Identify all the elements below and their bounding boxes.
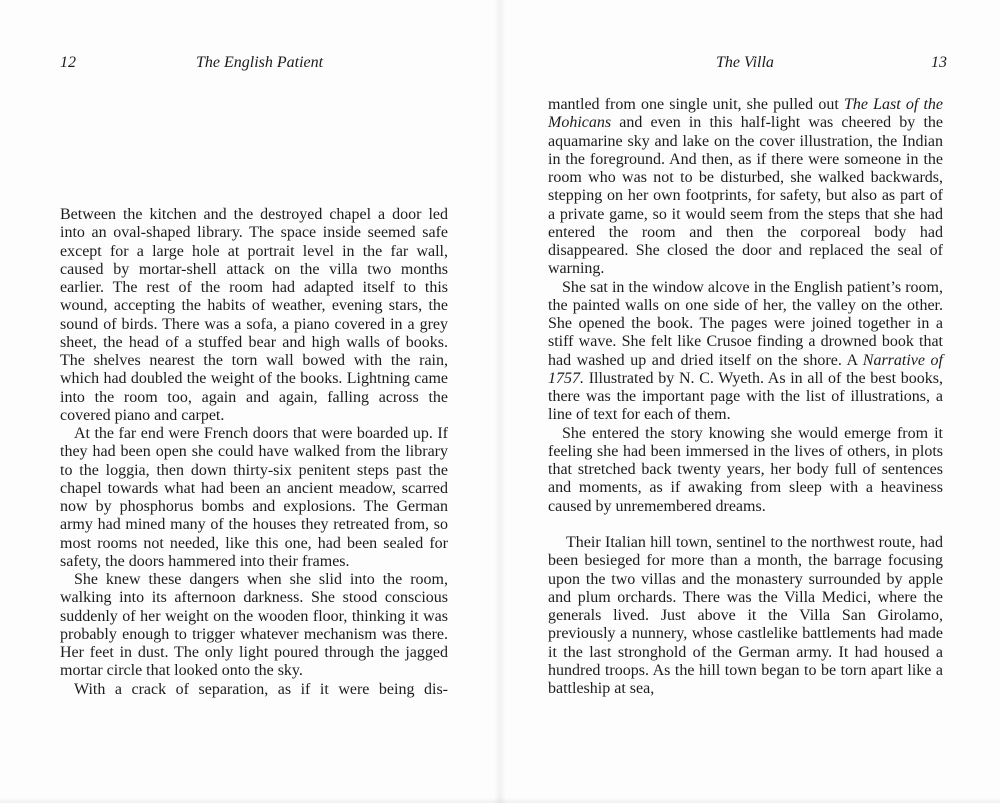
left-body-text [60,206,448,699]
text-run: and even in this half-light was cheered by the aquamarine sky and lake on the cover illustration, the Indian in the foreground. And then, as if there were someone in the room who was not to be disturbed, she walked backwards, stepping on her own footprints, for safety, but also as part of a private game, so it would seem from the steps that she had entered the room and then the corporeal body had disappeared. She closed the door and replaced the seal of warning. [548,114,943,278]
right-running-head: The Villa [716,54,774,71]
paragraph [548,279,943,425]
left-page-number: 12 [60,54,76,71]
paragraph: Their Italian hill town, sentinel to the northwest route, had been besieged for more than a month, the barrage focusing upon the two villas and the monastery surrounded by apple and plum orchards. There was the Villa Medici, where the generals lived. Just above it the Villa San Girolamo, previously a nunnery, whose castlelike battlements had made it the last stronghold of the German army. It had housed a hundred troops. As the hill town began to be torn apart like a battleship at sea, [548,534,943,697]
paragraph: At the far end were French doors that were boarded up. If they had been open she could have walked from the library to the loggia, then down thirty-six penitent steps past the chapel towards what had been an ancient meadow, scarred now by phosphorus bombs and explosions. The German army had mined many of the houses they retreated from, so most rooms not needed, like this one, had been sealed for safety, the doors hammered into their frames. [60,425,448,570]
book-subtitle: Narrative of 1757. [548,351,944,387]
paragraph: She entered the story knowing she would emerge from it feeling she had been immersed in the lives of others, in plots that stretched back twenty years, her body full of sentences and moments, as if awaking from sleep with a heaviness caused by unremembered dreams. [548,424,943,515]
book-title: The Last of the Mohicans [548,96,943,132]
right-page [500,0,1000,803]
paragraph: She knew these dangers when she slid into the room, walking into its afternoon darkness. She stood conscious suddenly of her weight on the wooden floor, thinking it was probably enough to trigger whatever mechanism was there. Her feet in dust. The only light poured through the jagged mortar circle that looked onto the sky. [60,571,448,680]
page-edge-shadow [0,797,1000,803]
left-running-head: The English Patient [196,54,324,71]
text-run: She sat in the window alcove in the English patient’s room, the painted walls on one side of her, the valley on the other. She opened the book. The pages were joined together in a stiff wave. She felt like Crusoe finding a drowned book that had washed up and dried itself on the shore. A [548,278,943,369]
right-body-text [548,96,943,698]
right-page-number: 13 [931,54,947,71]
paragraph: Between the kitchen and the destroyed chapel a door led into an oval-shaped library. The space inside seemed safe except for a large hole at portrait level in the far wall, caused by mortar-shell attack on the villa two months earlier. The rest of the room had adapted itself to this wound, accepting the habits of weather, evening stars, the sound of birds. There was a sofa, a piano covered in a grey sheet, the head of a stuffed bear and high walls of books. The shelves nearest the torn wall bowed with the rain, which had doubled the weight of the books. Lightning came into the room too, again and again, falling across the covered piano and carpet. [60,206,448,424]
text-run: mantled from one single unit, she pulled out [548,96,844,113]
text-run: Illustrated by N. C. Wyeth. As in all of the best books, there was the important page with the list of illustrations, a line of text for each of them. [548,369,943,424]
paragraph [548,96,943,279]
paragraph: With a crack of separation, as if it were being dis- [74,680,448,698]
